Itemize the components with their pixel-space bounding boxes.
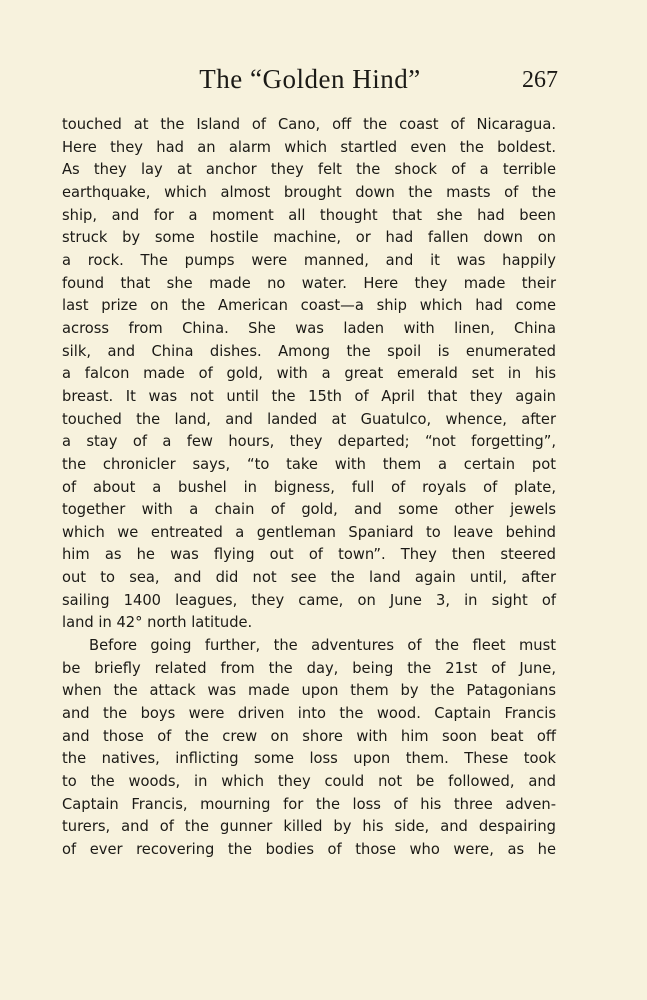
text-line: As they lay at anchor they felt the shock of a terrible	[62, 161, 556, 179]
text-line: found that she made no water. Here they made their	[62, 274, 556, 292]
text-line: ship, and for a moment all thought that she had been	[62, 206, 556, 224]
text-line: last prize on the American coast—a ship which had come	[62, 297, 556, 315]
text-line: to the woods, in which they could not be followed, and	[62, 773, 556, 791]
text-line: touched at the Island of Cano, off the coast of Nicaragua.	[62, 116, 556, 133]
text-line: a falcon made of gold, with a great emerald set in his	[62, 365, 556, 383]
text-line: a rock. The pumps were manned, and it was happily	[62, 251, 556, 269]
text-line: sailing 1400 leagues, they came, on June 3, in sight of	[62, 591, 556, 609]
running-header	[62, 62, 558, 98]
text-line: land in 42° north latitude.	[62, 614, 253, 632]
text-line: which we entreated a gentleman Spaniard to leave behind	[62, 523, 556, 541]
text-line: breast. It was not until the 15th of April that they again	[62, 387, 556, 405]
text-line: turers, and of the gunner killed by his side, and despairing	[62, 818, 556, 836]
text-line: silk, and China dishes. Among the spoil is enumerated	[62, 342, 556, 360]
text-line: of about a bushel in bigness, full of royals of plate,	[62, 478, 556, 496]
text-line: him as he was flying out of town”. They then steered	[62, 546, 556, 564]
text-line: Before going further, the adventures of the fleet must	[89, 637, 556, 655]
text-line: Captain Francis, mourning for the loss of his three adven-	[62, 795, 556, 813]
text-line: the chronicler says, “to take with them a certain pot	[62, 455, 556, 473]
text-line: touched the land, and landed at Guatulco, whence, after	[62, 410, 556, 428]
running-title: The “Golden Hind”	[199, 64, 421, 94]
body-text	[62, 114, 556, 862]
text-line: when the attack was made upon them by the Patagonians	[62, 682, 556, 700]
text-line: across from China. She was laden with linen, China	[62, 319, 556, 337]
text-line: a stay of a few hours, they departed; “not forgetting”,	[62, 433, 556, 451]
text-line: earthquake, which almost brought down the masts of the	[62, 183, 556, 201]
text-line: struck by some hostile machine, or had fallen down on	[62, 229, 556, 247]
text-line: and the boys were driven into the wood. Captain Francis	[62, 705, 556, 723]
text-line: out to sea, and did not see the land again until, after	[62, 569, 556, 587]
text-line: together with a chain of gold, and some other jewels	[62, 501, 556, 519]
page-number: 267	[522, 67, 558, 93]
text-line: of ever recovering the bodies of those who were, as he	[62, 841, 556, 858]
text-line: the natives, inflicting some loss upon them. These took	[62, 750, 556, 768]
text-line: Here they had an alarm which startled even the boldest.	[62, 138, 556, 156]
text-line: be briefly related from the day, being the 21st of June,	[62, 659, 556, 677]
text-line: and those of the crew on shore with him soon beat off	[62, 727, 556, 745]
